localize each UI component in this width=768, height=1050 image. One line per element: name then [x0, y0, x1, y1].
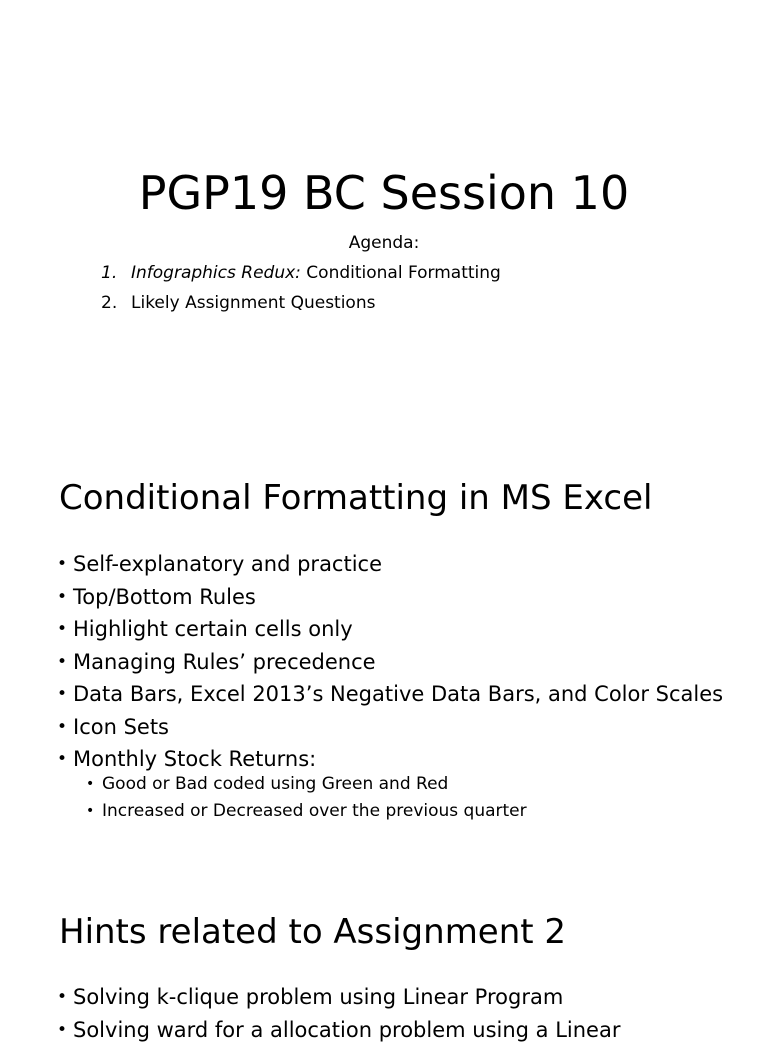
- list-item-text: Monthly Stock Returns:: [73, 747, 317, 771]
- agenda-item-number: 2.: [101, 293, 118, 313]
- sub-bullet-list: [86, 773, 737, 822]
- agenda-item-text: Likely Assignment Questions: [131, 293, 376, 313]
- list-item: • Solving ward for a allocation problem using a Linear: [57, 1018, 737, 1043]
- slide-title: Conditional Formatting in MS Excel: [59, 478, 653, 518]
- list-item: • Solving k-clique problem using Linear Program: [57, 985, 737, 1010]
- agenda-list: [101, 262, 501, 322]
- slide-title: PGP19 BC Session 10: [138, 166, 630, 220]
- list-item: • Highlight certain cells only: [57, 617, 737, 642]
- bullet-list: [57, 985, 737, 1050]
- list-item: • Managing Rules’ precedence: [57, 650, 737, 675]
- assignment-hints-slide: [0, 890, 768, 1042]
- agenda-item: [101, 262, 501, 292]
- conditional-formatting-slide: [0, 470, 768, 890]
- list-item: • Data Bars, Excel 2013’s Negative Data Bars, and Color Scales: [57, 682, 737, 707]
- agenda-item-number: 1.: [101, 263, 118, 283]
- agenda-heading: Agenda:: [348, 233, 420, 253]
- agenda-item-text: Conditional Formatting: [300, 263, 501, 283]
- list-item: • Self-explanatory and practice: [57, 552, 737, 577]
- list-item: • Icon Sets: [57, 715, 737, 740]
- list-item: [57, 747, 737, 822]
- bullet-list: [57, 552, 737, 829]
- sub-list-item: • Increased or Decreased over the previous quarter: [86, 800, 737, 822]
- slide-title: Hints related to Assignment 2: [59, 912, 567, 952]
- agenda-item-emphasis: Infographics Redux:: [131, 263, 301, 283]
- agenda-item: [101, 292, 501, 322]
- list-item: • Top/Bottom Rules: [57, 585, 737, 610]
- sub-list-item: • Good or Bad coded using Green and Red: [86, 773, 737, 795]
- title-slide: [0, 0, 768, 430]
